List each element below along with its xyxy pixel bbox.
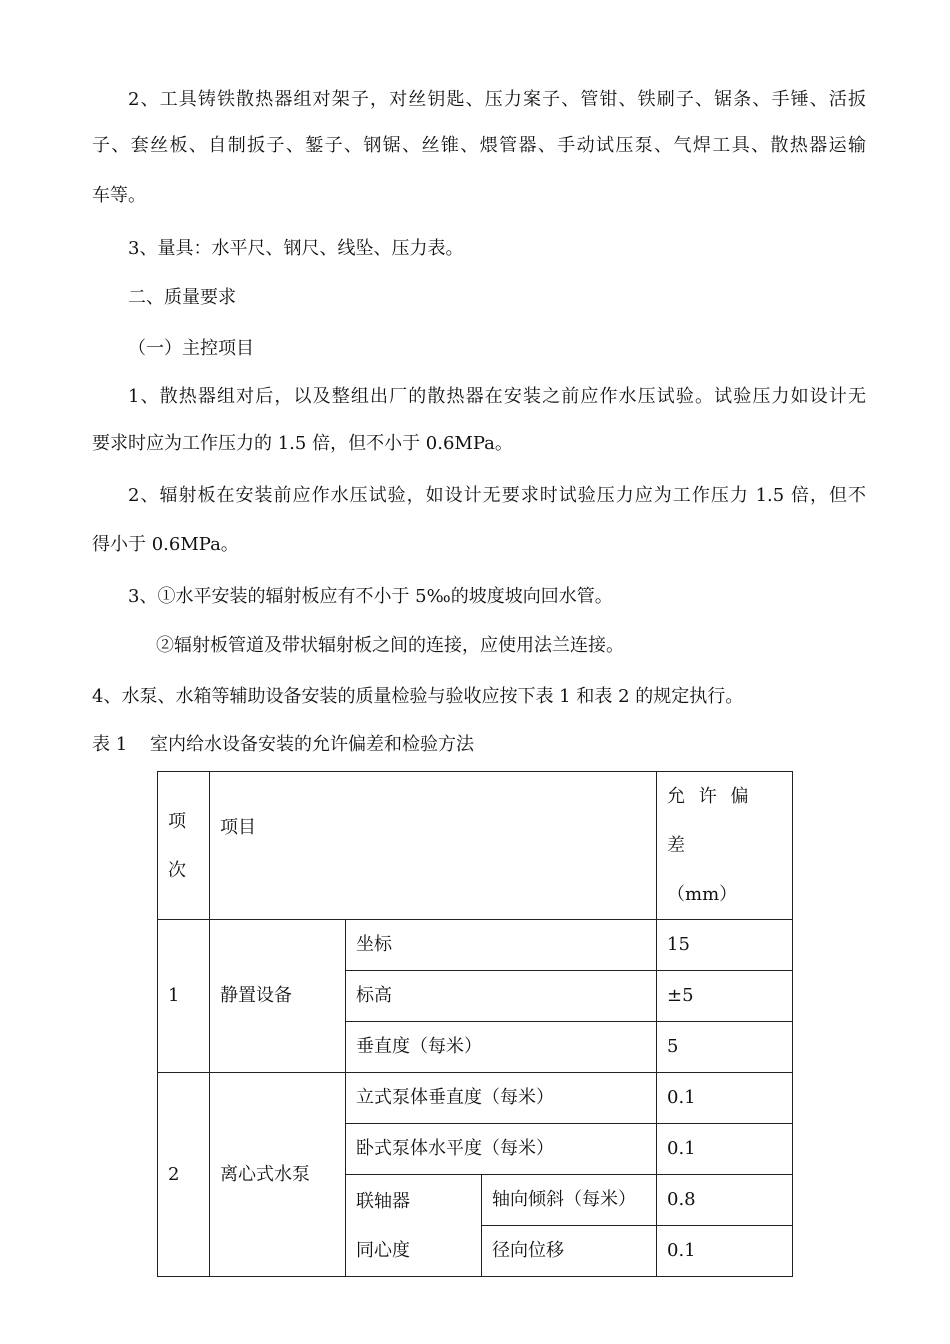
paragraph-item-2-line-2: 得小于 0.6MPa。 <box>92 534 239 555</box>
paragraph-tools-line-1: 2、工具铸铁散热器组对架子，对丝钥匙、压力案子、管钳、铁刷子、锯条、手锤、活扳 <box>128 89 866 110</box>
header-number-char-2: 次 <box>168 859 186 881</box>
table-row <box>158 920 793 971</box>
table-caption: 表 1 室内给水设备安装的允许偏差和检验方法 <box>92 734 475 755</box>
group2-value-horizontal-pump: 0.1 <box>657 1124 793 1175</box>
paragraph-item-3-a: 3、①水平安装的辐射板应有不小于 5‰的坡度坡向回水管。 <box>128 586 613 607</box>
table-row <box>158 1073 793 1124</box>
group1-value-elevation: ±5 <box>657 971 793 1022</box>
group2-item-horizontal-pump: 卧式泵体水平度（每米） <box>346 1124 657 1175</box>
table-header-row <box>158 772 793 920</box>
header-tolerance-label: 允 许 偏 差 <box>667 786 753 856</box>
header-item-label: 项目 <box>220 816 256 838</box>
group1-name: 静置设备 <box>210 920 346 1073</box>
section-heading-quality: 二、质量要求 <box>128 287 236 308</box>
group1-value-coordinate: 15 <box>657 920 793 971</box>
paragraph-item-1-line-1: 1、散热器组对后，以及整组出厂的散热器在安装之前应作水压试验。试验压力如设计无 <box>128 386 866 407</box>
group2-number: 2 <box>158 1073 210 1277</box>
coupling-label-line-1: 联轴器 <box>356 1190 410 1212</box>
paragraph-item-3-b: ②辐射板管道及带状辐射板之间的连接，应使用法兰连接。 <box>156 635 624 656</box>
coupling-item-axial: 轴向倾斜（每米） <box>482 1175 657 1226</box>
header-cell-number <box>158 772 210 920</box>
paragraph-item-4: 4、水泵、水箱等辅助设备安装的质量检验与验收应按下表 1 和表 2 的规定执行。 <box>92 686 744 707</box>
paragraph-tools-line-3: 车等。 <box>92 185 146 206</box>
group1-item-verticality: 垂直度（每米） <box>346 1022 657 1073</box>
header-number-char-1: 项 <box>168 810 186 832</box>
paragraph-item-1-line-2: 要求时应为工作压力的 1.5 倍，但不小于 0.6MPa。 <box>92 433 513 454</box>
coupling-value-axial: 0.8 <box>657 1175 793 1226</box>
group2-value-vertical-pump: 0.1 <box>657 1073 793 1124</box>
group2-name: 离心式水泵 <box>210 1073 346 1277</box>
paragraph-item-2-line-1: 2、辐射板在安装前应作水压试验，如设计无要求时试验压力应为工作压力 1.5 倍，但不 <box>128 485 866 506</box>
coupling-label-cell <box>346 1175 482 1277</box>
subsection-heading-main-items: （一）主控项目 <box>128 338 254 359</box>
coupling-item-radial: 径向位移 <box>482 1226 657 1277</box>
header-tolerance-unit: （mm） <box>667 884 738 905</box>
tolerance-table <box>157 771 793 1277</box>
group1-item-coordinate: 坐标 <box>346 920 657 971</box>
group1-number: 1 <box>158 920 210 1073</box>
header-cell-item <box>210 772 657 920</box>
group2-item-vertical-pump: 立式泵体垂直度（每米） <box>346 1073 657 1124</box>
coupling-value-radial: 0.1 <box>657 1226 793 1277</box>
coupling-label-line-2: 同心度 <box>356 1239 410 1261</box>
header-cell-tolerance <box>657 772 793 920</box>
group1-item-elevation: 标高 <box>346 971 657 1022</box>
paragraph-gauges: 3、量具：水平尺、钢尺、线坠、压力表。 <box>128 238 464 259</box>
paragraph-tools-line-2: 子、套丝板、自制扳子、錾子、钢锯、丝锥、煨管器、手动试压泵、气焊工具、散热器运输 <box>92 135 866 156</box>
group1-value-verticality: 5 <box>657 1022 793 1073</box>
